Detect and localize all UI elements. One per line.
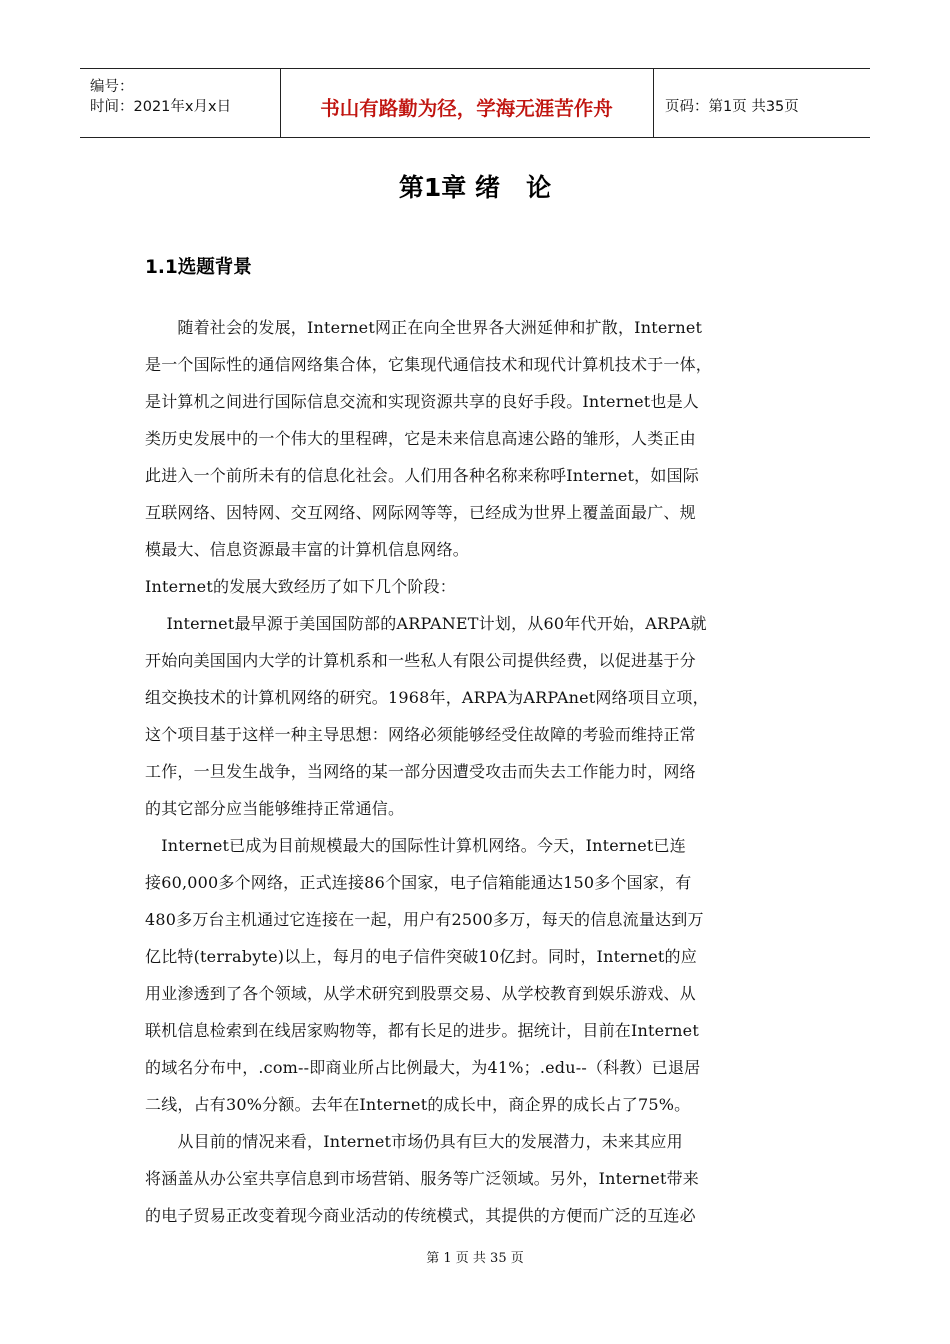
body-line: 亿比特(terrabyte)以上，每月的电子信件突破10亿封。同时，Internet的应: [145, 947, 697, 966]
section-heading: 1.1选题背景: [145, 257, 252, 278]
body-line: 开始向美国国内大学的计算机系和一些私人有限公司提供经费，以促进基于分: [145, 651, 696, 670]
body-line: 这个项目基于这样一种主导思想：网络必须能够经受住故障的考验而维持正常: [145, 725, 696, 744]
body-line: 接60,000多个网络，正式连接86个国家，电子信箱能通达150多个国家，有: [145, 873, 692, 892]
header-motto-cell: [280, 69, 654, 137]
header-meta-cell: [80, 69, 281, 137]
body-line: 用业渗透到了各个领域，从学术研究到股票交易、从学校教育到娱乐游戏、从: [145, 984, 696, 1003]
page-info: 页码：第1页 共35页: [665, 99, 799, 115]
body-line: 二线，占有30%分额。去年在Internet的成长中，商企界的成长占了75%。: [145, 1095, 691, 1114]
body-line: 将涵盖从办公室共享信息到市场营销、服务等广泛领域。另外，Internet带来: [145, 1169, 699, 1188]
body-line: Internet的发展大致经历了如下几个阶段：: [145, 577, 456, 596]
body-line: 类历史发展中的一个伟大的里程碑，它是未来信息高速公路的雏形，人类正由: [145, 429, 696, 448]
body-line: 互联网络、因特网、交互网络、网际网等等，已经成为世界上覆盖面最广、规: [145, 503, 696, 522]
body-line: 的域名分布中，.com--即商业所占比例最大，为41%；.edu--（科教）已退居: [145, 1058, 701, 1077]
document-header: [80, 68, 870, 138]
body-line: 是计算机之间进行国际信息交流和实现资源共享的良好手段。Internet也是人: [145, 392, 699, 411]
body-line: 从目前的情况来看，Internet市场仍具有巨大的发展潜力，未来其应用: [145, 1132, 683, 1151]
body-line: Internet已成为目前规模最大的国际性计算机网络。今天，Internet已连: [145, 836, 686, 855]
body-line: 模最大、信息资源最丰富的计算机信息网络。: [145, 540, 470, 559]
header-page-cell: [653, 69, 870, 137]
body-line: 随着社会的发展，Internet网正在向全世界各大洲延伸和扩散，Internet: [145, 318, 703, 337]
body-line: 组交换技术的计算机网络的研究。1968年，ARPA为ARPAnet网络项目立项，: [145, 688, 709, 707]
body-line: Internet最早源于美国国防部的ARPANET计划，从60年代开始，ARPA就: [145, 614, 707, 633]
number-label: 编号：: [90, 79, 134, 95]
page-footer: 第 1 页 共 35 页: [426, 1251, 524, 1266]
body-line: 的其它部分应当能够维持正常通信。: [145, 799, 405, 818]
body-line: 此进入一个前所未有的信息化社会。人们用各种名称来称呼Internet，如国际: [145, 466, 699, 485]
date-line: 时间：2021年x月x日: [90, 99, 232, 115]
body-line: 的电子贸易正改变着现今商业活动的传统模式，其提供的方便而广泛的互连必: [145, 1206, 696, 1225]
body-line: 联机信息检索到在线居家购物等，都有长足的进步。据统计，目前在Internet: [145, 1021, 699, 1040]
body-line: 工作，一旦发生战争，当网络的某一部分因遭受攻击而失去工作能力时，网络: [145, 762, 696, 781]
body-line: 是一个国际性的通信网络集合体，它集现代通信技术和现代计算机技术于一体，: [145, 355, 713, 374]
motto-text: 书山有路勤为径，学海无涯苦作舟: [320, 97, 613, 120]
body-line: 480多万台主机通过它连接在一起，用户有2500多万，每天的信息流量达到万: [145, 910, 704, 929]
chapter-title: 第1章 绪 论: [398, 173, 552, 202]
